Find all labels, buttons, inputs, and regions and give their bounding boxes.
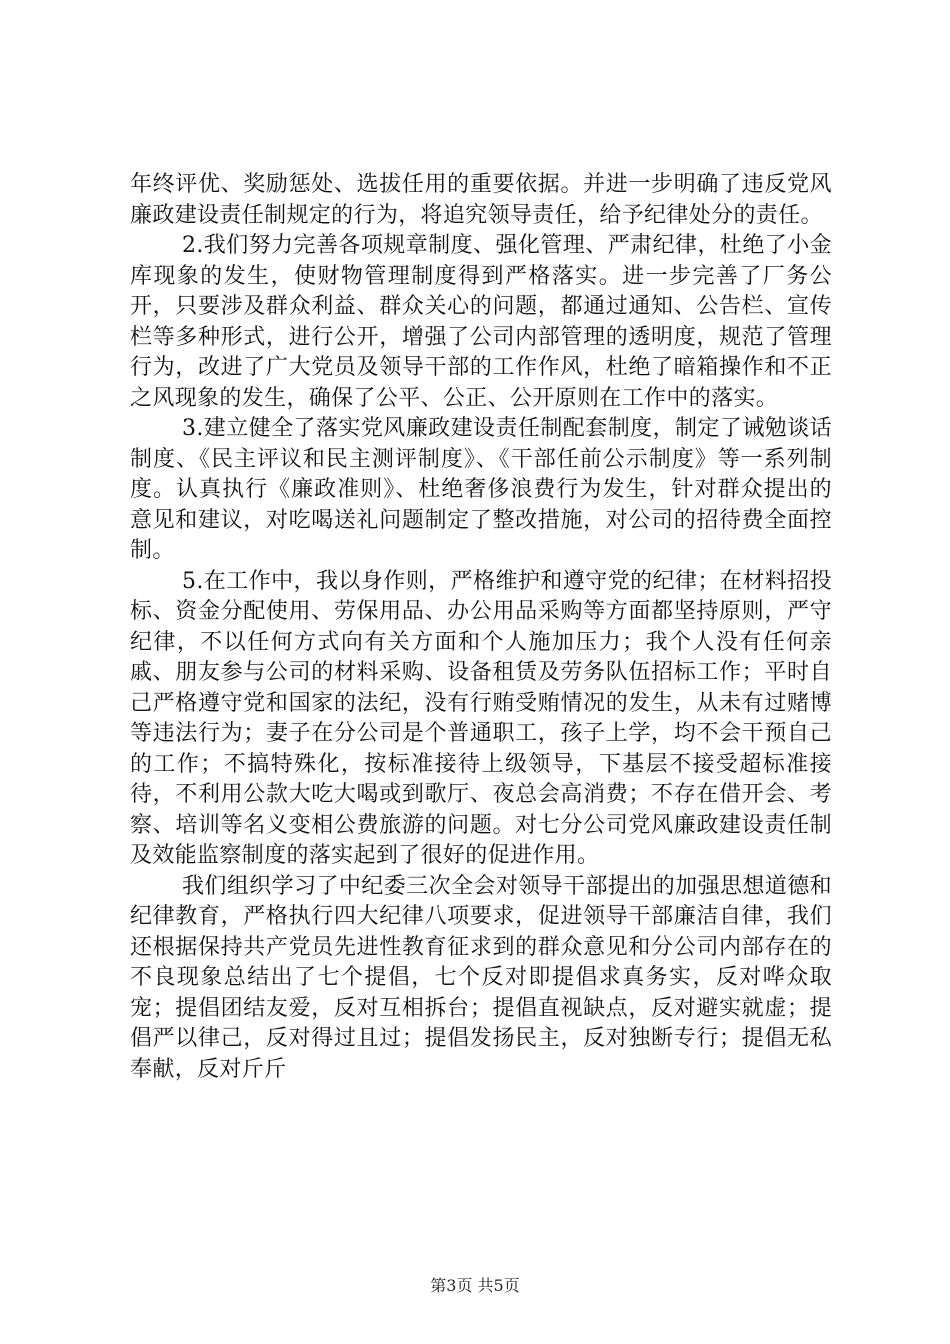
paragraph-item-3: 3.建立健全了落实党风廉政建设责任制配套制度，制定了诫勉谈话制度、《民主评议和民主测评制度》、《干部任前公示制度》等一系列制度。认真执行《廉政准则》、杜绝奢侈浪费行为发生，针对群众提出的意见和建议，对吃喝送礼问题制定了整改措施，对公司的招待费全面控制。 [130, 416, 832, 563]
paragraph-continuation: 年终评优、奖励惩处、选拔任用的重要依据。并进一步明确了违反党风廉政建设责任制规定的行为，将追究领导责任，给予纪律处分的责任。 [130, 172, 832, 228]
page-footer [0, 1276, 950, 1296]
document-body [130, 170, 832, 1085]
paragraph-study: 我们组织学习了中纪委三次全会对领导干部提出的加强思想道德和纪律教育，严格执行四大纪律八项要求，促进领导干部廉洁自律，我们还根据保持共产党员先进性教育征求到的群众意见和分公司内部存在的不良现象总结出了七个提倡，七个反对即提倡求真务实，反对哗众取宠；提倡团结友爱，反对互相拆台；提倡直视缺点，反对避实就虚；提倡严以律己，反对得过且过；提倡发扬民主，反对独断专行；提倡无私奉献，反对斤斤 [130, 873, 832, 1082]
paragraph-item-5: 5.在工作中，我以身作则，严格维护和遵守党的纪律；在材料招投标、资金分配使用、劳保用品、办公用品采购等方面都坚持原则，严守纪律，不以任何方式向有关方面和个人施加压力；我个人没有任何亲戚、朋友参与公司的材料采购、设备租赁及劳务队伍招标工作；平时自己严格遵守党和国家的法纪，没有行贿受贿情况的发生，从未有过赌博等违法行为；妻子在分公司是个普通职工，孩子上学，均不会干预自己的工作；不搞特殊化，按标准接待上级领导，下基层不接受超标准接待，不利用公款大吃大喝或到歌厅、夜总会高消费；不存在借开会、考察、培训等名义变相公费旅游的问题。对七分公司党风廉政建设责任制及效能监察制度的落实起到了很好的促进作用。 [130, 568, 832, 868]
page-number: 第3页 共5页 [430, 1276, 520, 1295]
paragraph-item-2: 2.我们努力完善各项规章制度、强化管理、严肃纪律，杜绝了小金库现象的发生，使财物管理制度得到严格落实。进一步完善了厂务公开，只要涉及群众利益、群众关心的问题，都通过通知、公告栏、宣传栏等多种形式，进行公开，增强了公司内部管理的透明度，规范了管理行为，改进了广大党员及领导干部的工作作风，杜绝了暗箱操作和不正之风现象的发生，确保了公平、公正、公开原则在工作中的落实。 [130, 233, 832, 411]
